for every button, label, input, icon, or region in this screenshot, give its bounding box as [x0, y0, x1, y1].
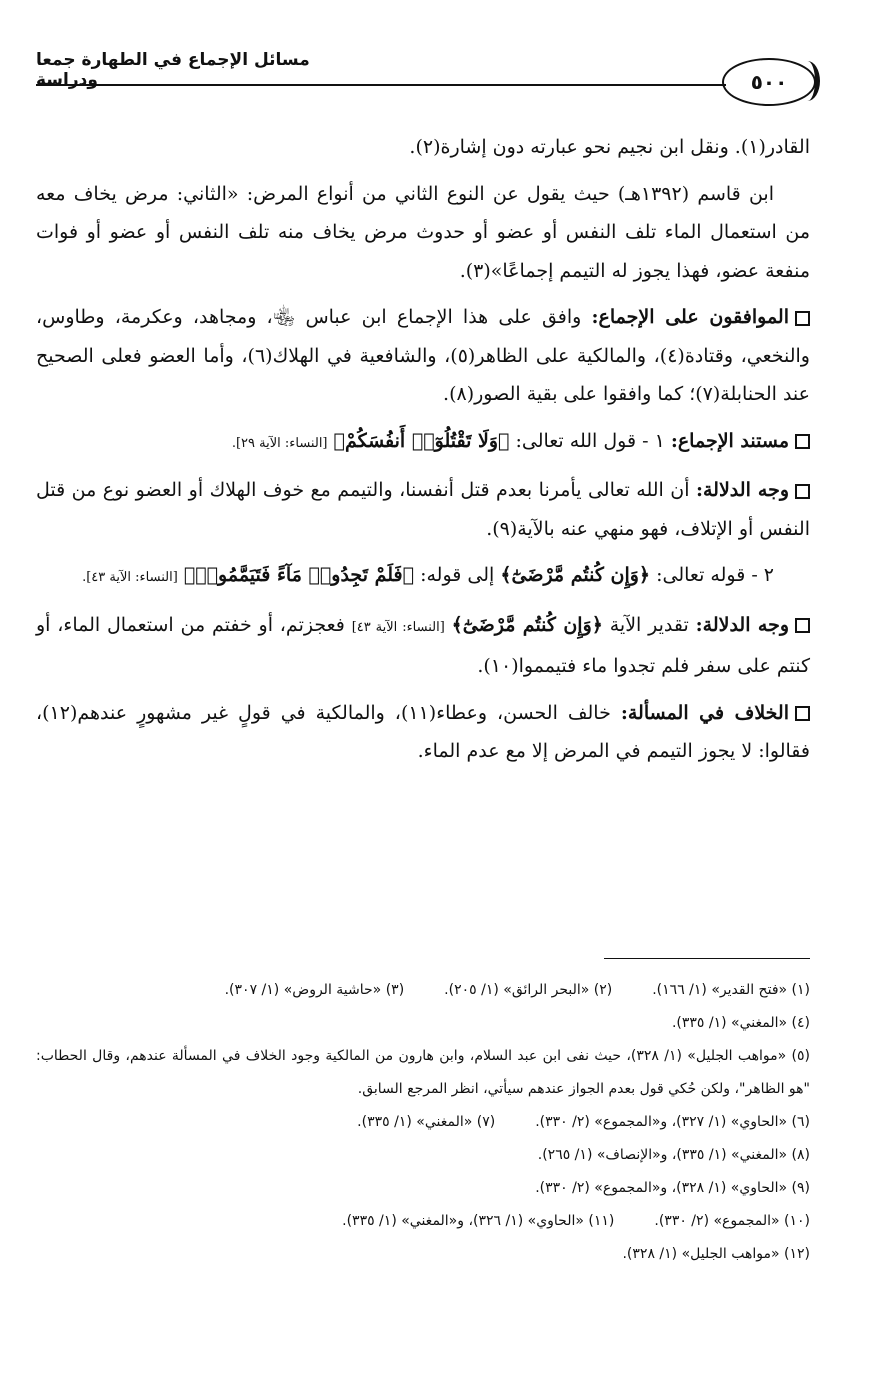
paragraph-agreeing-text: وافق على هذا الإجماع ابن عباس ﵄، ومجاهد، وعكرمة، وطاوس، والنخعي، وقتادة(٤)، والمالكية على الظاهر(٥)، والشافعية في الهلاك(٦)، وأما العضو فعلى الصحيح عند الحنابلة(٧)؛ كما وافقوا على بقية الصور(٨).: [36, 306, 810, 405]
footnote-row: [36, 1205, 810, 1238]
footnote-row: [36, 1007, 810, 1040]
section-heading-evidence: وجه الدلالة:: [695, 613, 789, 636]
header-rule: [36, 84, 726, 86]
second-verse-intro: ٢ - قوله تعالى:: [656, 564, 774, 586]
paragraph-disagreement-text: خالف الحسن، وعطاء(١١)، والمالكية في قولٍ غير مشهورٍ عندهم(١٢)، فقالوا: لا يجوز التيمم في المرض إلا مع عدم الماء.: [36, 701, 810, 762]
section-box-icon: [795, 311, 810, 326]
footnote-3: (٣) «حاشية الروض» (١/ ٣٠٧).: [224, 982, 405, 998]
footnotes: [36, 974, 810, 1271]
footnote-row: [36, 1139, 810, 1172]
footnote-rule: [604, 958, 810, 959]
section-heading-agreeing: الموافقون على الإجماع:: [591, 306, 789, 328]
page-number: ٥٠٠: [722, 58, 816, 106]
main-text: [36, 128, 810, 779]
quran-verse: ﴿وَإِن كُنتُم مَّرْضَىٰٓ﴾: [451, 613, 603, 636]
quran-verse: ﴿وَلَا تَقْتُلُوٓا۟ أَنفُسَكُمْ﴾: [333, 429, 510, 452]
paragraph-1: القادر(١). ونقل ابن نجيم نحو عبارته دون إشارة(٢).: [409, 136, 810, 158]
footnote-4: (٤) «المغني» (١/ ٣٣٥).: [671, 1015, 810, 1031]
section-heading-basis: مستند الإجماع:: [670, 429, 789, 452]
section-box-icon: [795, 484, 810, 499]
paragraph-basis-text: ١ - قول الله تعالى:: [515, 429, 665, 452]
paragraph-evidence-2-text: تقدير الآية: [609, 613, 689, 636]
footnote-8: (٨) «المغني» (١/ ٣٣٥)، و«الإنصاف» (١/ ٢٦٥).: [537, 1147, 810, 1163]
paragraph-disagreement: [36, 694, 810, 771]
footnote-row: [36, 974, 810, 1007]
footnote-row: [36, 1106, 810, 1139]
footnote-9: (٩) «الحاوي» (١/ ٣٢٨)، و«المجموع» (٢/ ٣٣٠).: [535, 1180, 810, 1196]
paragraph-evidence-2: [36, 606, 810, 686]
footnote-7: (٧) «المغني» (١/ ٣٣٥).: [357, 1114, 496, 1130]
section-heading-evidence: وجه الدلالة:: [695, 479, 789, 501]
footnote-2: (٢) «البحر الرائق» (١/ ٢٠٥).: [444, 982, 613, 998]
verse-reference: [النساء: الآية ٢٩].: [231, 435, 328, 451]
section-heading-disagreement: الخلاف في المسألة:: [620, 701, 789, 724]
section-box-icon: [795, 706, 810, 721]
quran-verse: ﴿وَإِن كُنتُم مَّرْضَىٰٓ﴾: [500, 564, 651, 586]
paragraph-agreeing: [36, 298, 810, 414]
verse-reference: [النساء: الآية ٤٣]: [351, 619, 445, 635]
quran-verse: ﴿فَلَمْ تَجِدُوا۟ مَآءً فَتَيَمَّمُوا۟﴾: [183, 564, 415, 586]
paragraph-basis: [36, 422, 810, 464]
footnote-11: (١١) «الحاوي» (١/ ٣٢٦)، و«المغني» (١/ ٣٣٥).: [342, 1213, 615, 1229]
running-header-title: مسائل الإجماع في الطهارة جمعا ودراسة: [36, 50, 310, 90]
second-verse-connector: إلى قوله:: [420, 564, 495, 586]
section-box-icon: [795, 434, 810, 449]
section-box-icon: [795, 618, 810, 633]
paragraph-evidence-1: [36, 471, 810, 548]
footnote-6: (٦) «الحاوي» (١/ ٣٢٧)، و«المجموع» (٢/ ٣٣٠).: [535, 1114, 810, 1130]
paragraph-2: ابن قاسم (١٣٩٢هـ) حيث يقول عن النوع الثاني من أنواع المرض: «الثاني: مرض يخاف معه من استعمال الماء تلف النفس أو عضو أو حدوث مرض يخاف منه تلف النفس أو عضو أو فوات منفعة عضو، فهذا يجوز له التيمم إجماعًا»(٣).: [36, 182, 810, 282]
paragraph-second-verse: [36, 556, 810, 598]
footnote-1: (١) «فتح القدير» (١/ ١٦٦).: [652, 982, 810, 998]
verse-reference: [النساء: الآية ٤٣].: [82, 570, 178, 585]
footnote-row: [36, 1172, 810, 1205]
footnote-10: (١٠) «المجموع» (٢/ ٣٣٠).: [654, 1213, 810, 1229]
footnote-row: [36, 1238, 810, 1271]
paragraph-evidence-1-text: أن الله تعالى يأمرنا بعدم قتل أنفسنا، والتيمم مع خوف الهلاك أو العضو نوع من قتل النفس أو الإتلاف، فهو منهي عنه بالآية(٩).: [36, 479, 810, 540]
footnote-5: (٥) «مواهب الجليل» (١/ ٣٢٨)، حيث نفى ابن عبد السلام، وابن هارون من المالكية وجود الخلاف في المسألة عندهم، وقال الحطاب: "هو الظاهر"، ولكن حُكي قول بعدم الجواز عندهم سيأتي، انظر المرجع السابق.: [36, 1048, 810, 1097]
paragraph-evidence-2-rest: فعجزتم، أو خفتم من استعمال الماء، أو كنتم على سفر فلم تجدوا ماء فتيمموا(١٠).: [36, 613, 810, 677]
footnote-12: (١٢) «مواهب الجليل» (١/ ٣٢٨).: [622, 1246, 810, 1262]
